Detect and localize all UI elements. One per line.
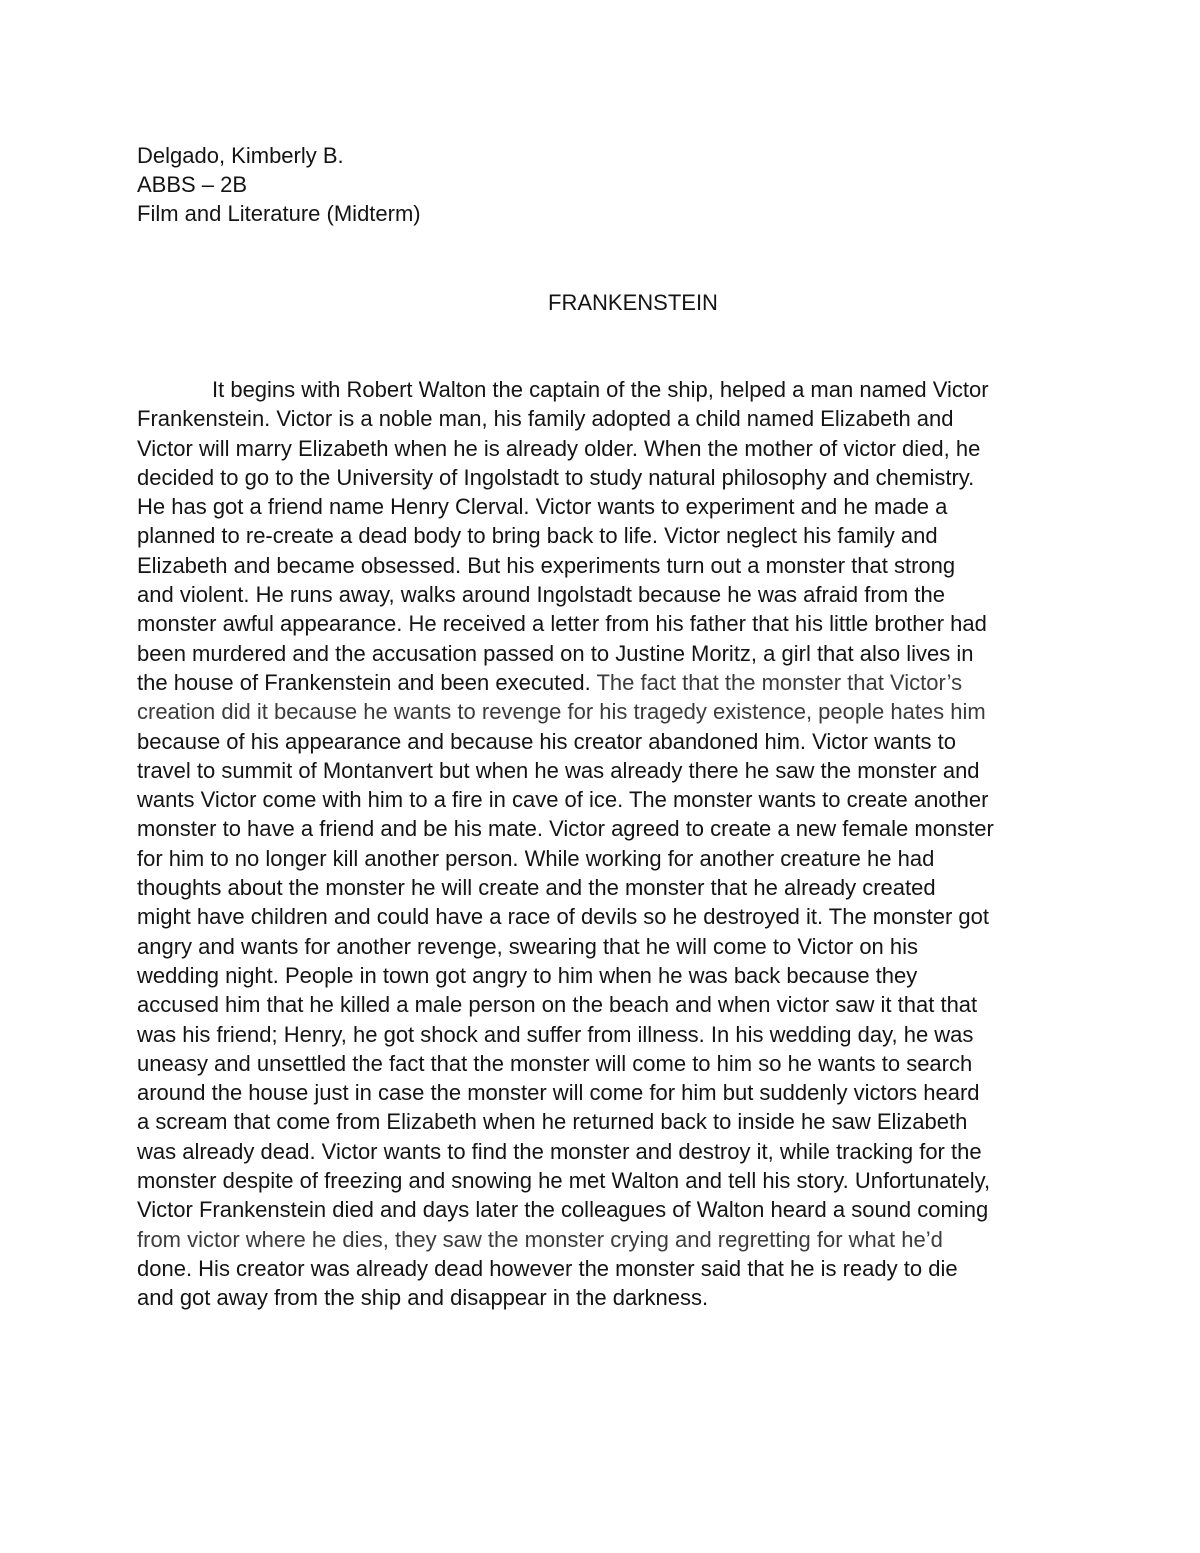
course-title: Film and Literature (Midterm): [137, 201, 421, 226]
paragraph-line: accused him that he killed a male person on the beach and when victor saw it that that: [137, 992, 978, 1018]
paragraph-line: might have children and could have a race of devils so he destroyed it. The monster got: [137, 904, 989, 930]
paragraph-line-segment: the house of Frankenstein and been executed.: [137, 669, 591, 695]
paragraph-line: monster despite of freezing and snowing he met Walton and tell his story. Unfortunately,: [137, 1168, 991, 1194]
essay-title: FRANKENSTEIN: [548, 290, 718, 315]
paragraph-line: creation did it because he wants to revenge for his tragedy existence, people hates him: [137, 699, 986, 725]
essay-paragraph: [137, 375, 1072, 1313]
paragraph-line: travel to summit of Montanvert but when he was already there he saw the monster and: [137, 757, 980, 783]
paragraph-line: and violent. He runs away, walks around Ingolstadt because he was afraid from the: [137, 582, 945, 608]
student-section: ABBS – 2B: [137, 172, 248, 197]
student-name: Delgado, Kimberly B.: [137, 143, 344, 168]
paragraph-line: uneasy and unsettled the fact that the monster will come to him so he wants to search: [137, 1050, 973, 1076]
paragraph-line: Victor Frankenstein died and days later the colleagues of Walton heard a sound coming: [137, 1197, 989, 1223]
paragraph-line-segment-light: The fact that the monster that Victor’s: [590, 669, 963, 695]
paragraph-line: thoughts about the monster he will create and the monster that he already created: [137, 875, 936, 901]
paragraph-line: a scream that come from Elizabeth when he returned back to inside he saw Elizabeth: [137, 1109, 968, 1135]
paragraph-line: wants Victor come with him to a fire in cave of ice. The monster wants to create another: [137, 787, 989, 813]
student-header: [137, 141, 421, 228]
paragraph-line: from victor where he dies, they saw the monster crying and regretting for what he’d: [137, 1226, 943, 1252]
paragraph-line: and got away from the ship and disappear in the darkness.: [137, 1285, 709, 1311]
paragraph-line: decided to go to the University of Ingolstadt to study natural philosophy and chemistry.: [137, 464, 975, 490]
paragraph-line: Elizabeth and became obsessed. But his experiments turn out a monster that strong: [137, 552, 956, 578]
paragraph-line-mixed: [137, 668, 1072, 697]
paragraph-line: Victor will marry Elizabeth when he is already older. When the mother of victor died, he: [137, 435, 981, 461]
paragraph-line: done. His creator was already dead however the monster said that he is ready to die: [137, 1255, 958, 1281]
paragraph-line: Frankenstein. Victor is a noble man, his family adopted a child named Elizabeth and: [137, 406, 954, 432]
paragraph-line: was already dead. Victor wants to find the monster and destroy it, while tracking for the: [137, 1138, 982, 1164]
paragraph-line: because of his appearance and because his creator abandoned him. Victor wants to: [137, 728, 957, 754]
paragraph-line: It begins with Robert Walton the captain of the ship, helped a man named Victor: [212, 377, 989, 402]
paragraph-line: around the house just in case the monster will come for him but suddenly victors heard: [137, 1080, 980, 1106]
paragraph-line: for him to no longer kill another person. While working for another creature he had: [137, 845, 935, 871]
paragraph-line: monster awful appearance. He received a letter from his father that his little brother had: [137, 611, 987, 637]
paragraph-line: was his friend; Henry, he got shock and suffer from illness. In his wedding day, he was: [137, 1021, 974, 1047]
paragraph-line: He has got a friend name Henry Clerval. Victor wants to experiment and he made a: [137, 494, 948, 520]
paragraph-line: been murdered and the accusation passed on to Justine Moritz, a girl that also lives in: [137, 640, 974, 666]
paragraph-line: angry and wants for another revenge, swearing that he will come to Victor on his: [137, 933, 919, 959]
paragraph-line: monster to have a friend and be his mate. Victor agreed to create a new female monster: [137, 816, 994, 842]
paragraph-line: wedding night. People in town got angry to him when he was back because they: [137, 962, 918, 988]
paragraph-line: planned to re-create a dead body to bring back to life. Victor neglect his family and: [137, 523, 938, 549]
